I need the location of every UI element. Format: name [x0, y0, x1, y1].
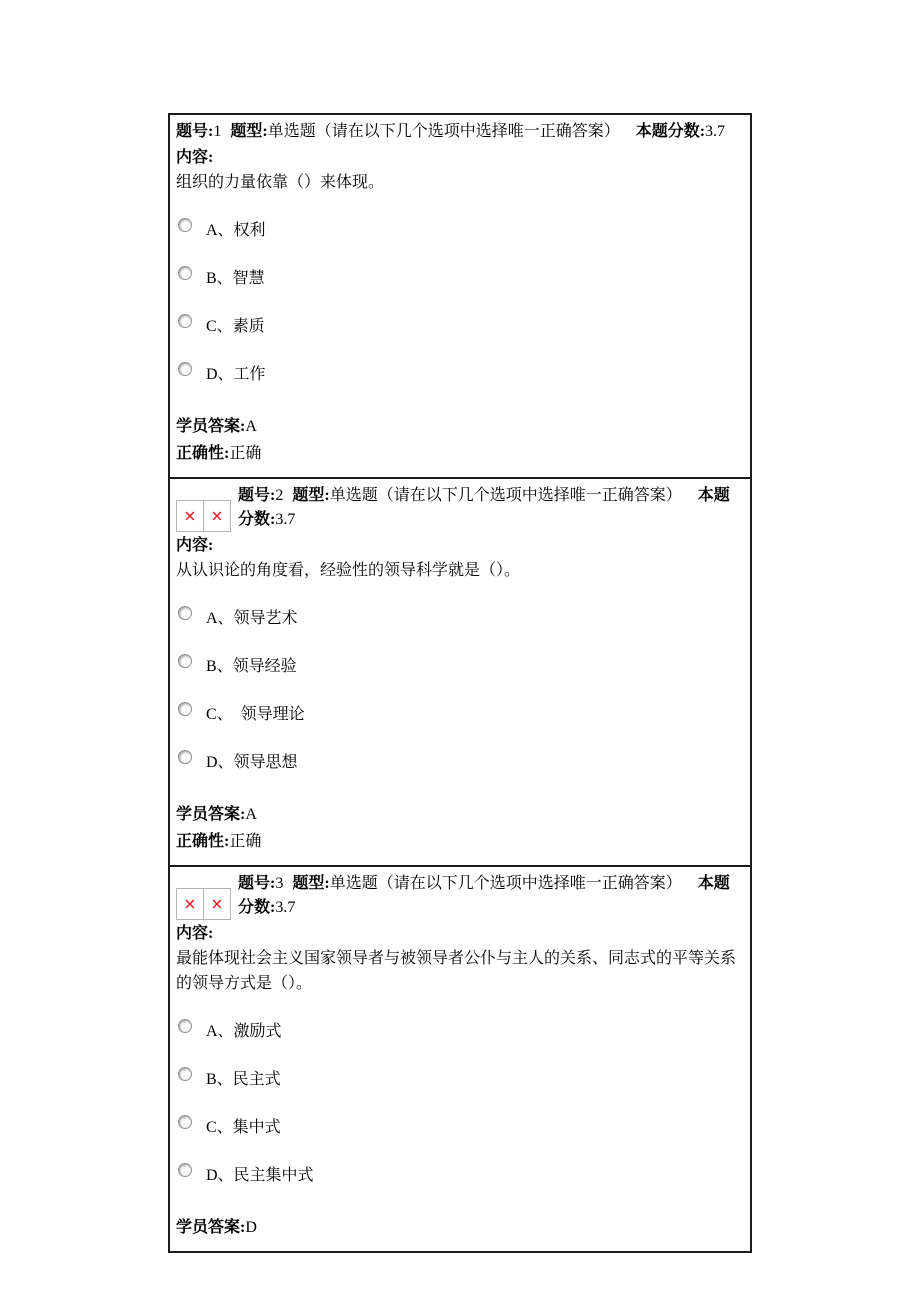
score-label: 本题分数:	[238, 487, 730, 528]
wrong-mark-icon: ×	[203, 500, 231, 532]
correctness-label: 正确性:	[176, 445, 230, 462]
question-1-block	[168, 113, 752, 479]
student-answer-value: D	[245, 1219, 257, 1236]
option-row-d	[176, 1165, 740, 1188]
question-header-text	[238, 484, 740, 532]
option-row-b	[176, 1069, 740, 1092]
option-row-c	[176, 316, 740, 339]
radio-button[interactable]	[178, 218, 192, 232]
question-2-header	[176, 484, 740, 532]
question-type-value: 单选题（请在以下几个选项中选择唯一正确答案）	[267, 123, 620, 140]
option-row-a	[176, 220, 740, 243]
radio-button[interactable]	[178, 1019, 192, 1033]
question-1-header	[176, 120, 740, 144]
radio-button[interactable]	[178, 750, 192, 764]
content-label-row	[176, 534, 740, 558]
student-answer-label: 学员答案:	[176, 1219, 246, 1236]
question-type-label: 题型:	[292, 875, 330, 892]
question-header-text	[238, 872, 740, 920]
option-row-d	[176, 752, 740, 775]
correctness-line	[176, 828, 740, 855]
question-2-content: 从认识论的角度看，经验性的领导科学就是（）。	[176, 562, 521, 579]
question-3-header	[176, 872, 740, 920]
option-label: A、权利	[206, 222, 266, 239]
radio-button[interactable]	[178, 1163, 192, 1177]
student-answer-value: A	[245, 806, 257, 823]
question-no-value: 3	[275, 875, 284, 892]
option-row-c	[176, 1117, 740, 1140]
option-label: C、 领导理论	[206, 706, 305, 723]
question-type-label: 题型:	[292, 487, 330, 504]
score-value: 3.7	[705, 123, 726, 140]
option-row-b	[176, 656, 740, 679]
score-label: 本题分数:	[635, 123, 706, 140]
question-2-block	[168, 479, 752, 867]
option-label: D、民主集中式	[206, 1167, 314, 1184]
content-label-row	[176, 922, 740, 946]
wrong-marks	[176, 888, 231, 920]
quiz-column	[168, 113, 752, 1253]
student-answer-value: A	[245, 418, 257, 435]
option-row-a	[176, 1021, 740, 1044]
option-row-b	[176, 268, 740, 291]
question-no-label: 题号:	[238, 875, 276, 892]
wrong-marks	[176, 500, 231, 532]
question-no-value: 1	[213, 123, 222, 140]
radio-button[interactable]	[178, 654, 192, 668]
score-label: 本题分数:	[238, 875, 730, 916]
radio-button[interactable]	[178, 1115, 192, 1129]
radio-button[interactable]	[178, 314, 192, 328]
radio-button[interactable]	[178, 702, 192, 716]
option-label: B、民主式	[206, 1071, 281, 1088]
student-answer-line	[176, 801, 740, 828]
content-label: 内容:	[176, 537, 214, 554]
option-label: A、激励式	[206, 1023, 282, 1040]
question-header-text	[176, 120, 725, 144]
question-no-value: 2	[275, 487, 284, 504]
option-label: A、领导艺术	[206, 610, 298, 627]
question-type-value: 单选题（请在以下几个选项中选择唯一正确答案）	[329, 487, 682, 504]
radio-button[interactable]	[178, 362, 192, 376]
question-no-label: 题号:	[238, 487, 276, 504]
content-label-row	[176, 146, 740, 170]
option-label: D、工作	[206, 366, 266, 383]
content-label: 内容:	[176, 149, 214, 166]
question-3-block	[168, 867, 752, 1253]
option-row-c	[176, 704, 740, 727]
option-label: C、素质	[206, 318, 265, 335]
option-label: C、集中式	[206, 1119, 281, 1136]
option-label: B、领导经验	[206, 658, 297, 675]
correctness-value: 正确	[229, 833, 262, 850]
option-row-d	[176, 364, 740, 387]
question-1-content: 组织的力量依靠（）来体现。	[176, 174, 385, 191]
correctness-line	[176, 440, 740, 467]
radio-button[interactable]	[178, 1067, 192, 1081]
question-3-content: 最能体现社会主义国家领导者与被领导者公仆与主人的关系、同志式的平等关系的领导方式是（）。	[176, 950, 737, 992]
wrong-mark-icon: ×	[203, 888, 231, 920]
correctness-label: 正确性:	[176, 833, 230, 850]
radio-button[interactable]	[178, 266, 192, 280]
option-label: D、领导思想	[206, 754, 298, 771]
option-row-a	[176, 608, 740, 631]
score-value: 3.7	[275, 511, 296, 528]
question-no-label: 题号:	[176, 123, 214, 140]
student-answer-label: 学员答案:	[176, 806, 246, 823]
option-label: B、智慧	[206, 270, 265, 287]
content-label: 内容:	[176, 925, 214, 942]
question-type-label: 题型:	[230, 123, 268, 140]
student-answer-label: 学员答案:	[176, 418, 246, 435]
wrong-mark-icon: ×	[176, 500, 204, 532]
question-type-value: 单选题（请在以下几个选项中选择唯一正确答案）	[329, 875, 682, 892]
radio-button[interactable]	[178, 606, 192, 620]
correctness-value: 正确	[229, 445, 262, 462]
score-value: 3.7	[275, 899, 296, 916]
wrong-mark-icon: ×	[176, 888, 204, 920]
student-answer-line	[176, 1214, 740, 1241]
student-answer-line	[176, 413, 740, 440]
